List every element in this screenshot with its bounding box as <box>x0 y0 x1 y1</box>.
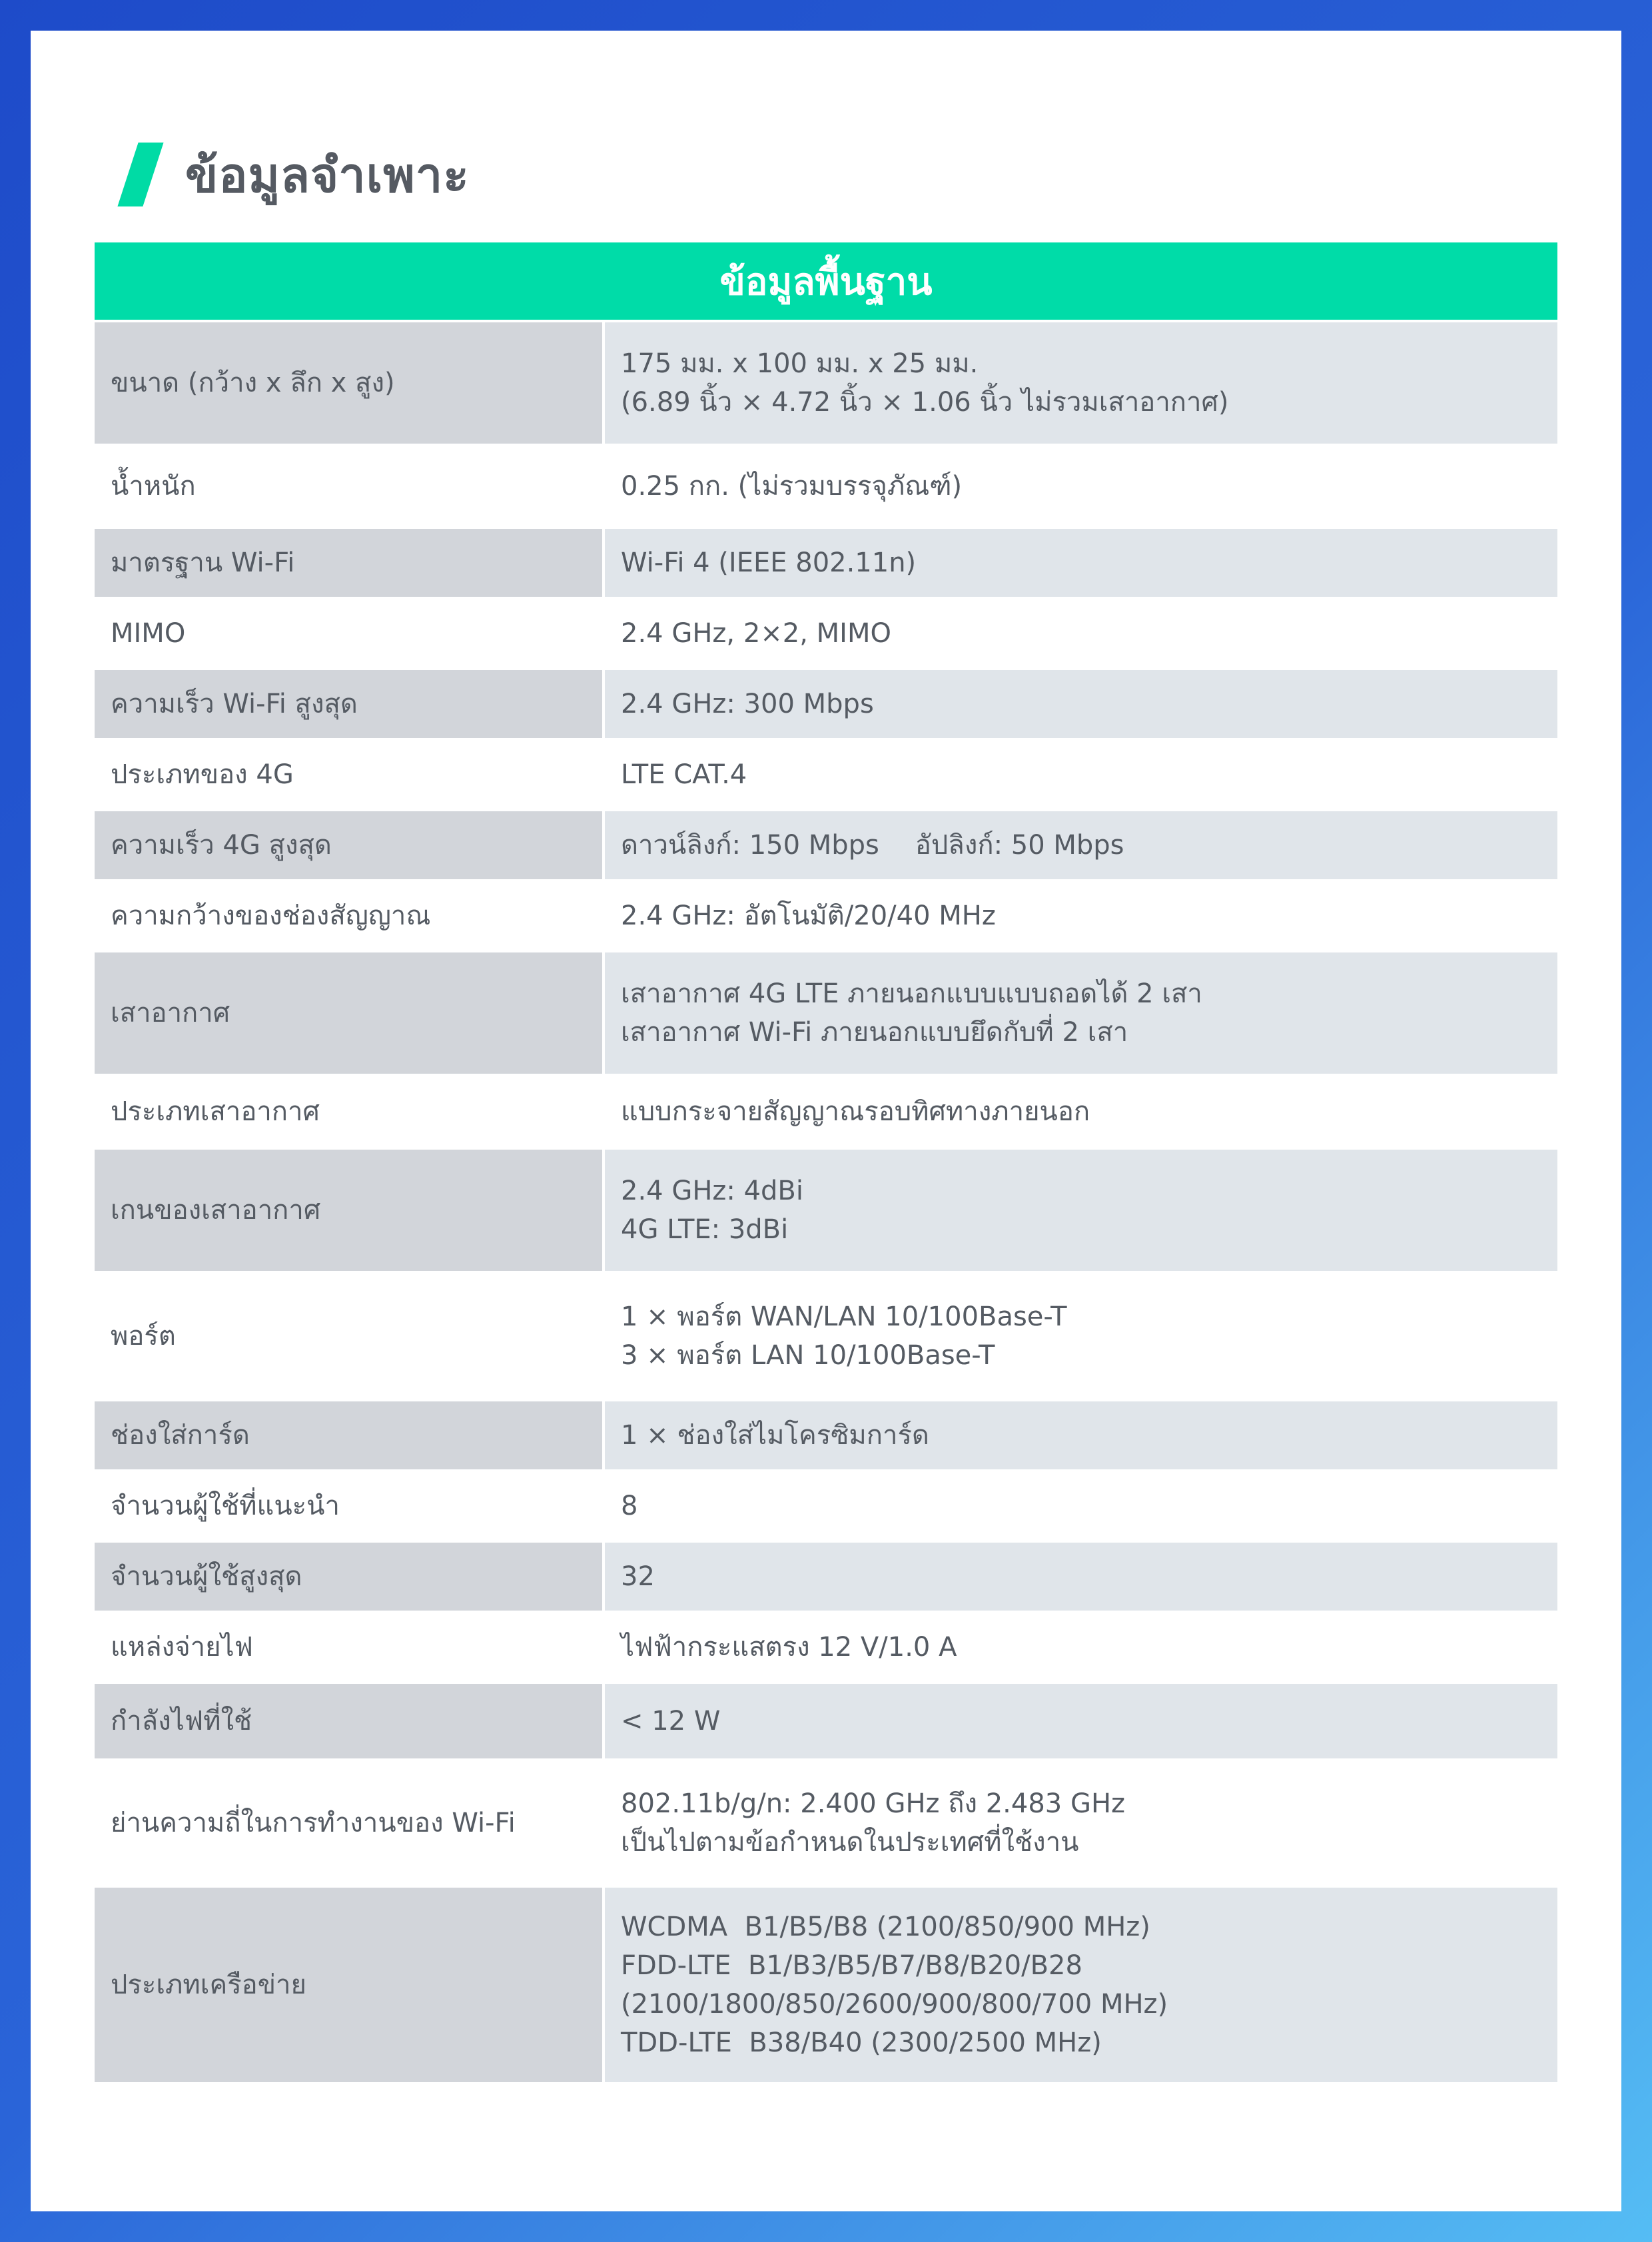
spec-label: ขนาด (กว้าง x ลึก x สูง) <box>95 322 605 446</box>
spec-value-line: (6.89 นิ้ว × 4.72 นิ้ว × 1.06 นิ้ว ไม่รวมเสาอากาศ) <box>621 387 1229 418</box>
spec-value <box>605 322 1557 446</box>
spec-label: พอร์ต <box>95 1274 605 1401</box>
spec-row-recommended-users <box>95 1472 1557 1543</box>
spec-label: ประเภทเสาอากาศ <box>95 1076 605 1150</box>
spec-value <box>605 446 1557 529</box>
spec-label: MIMO <box>95 599 605 670</box>
spec-value-line: < 12 W <box>621 1706 721 1736</box>
section-header: ข้อมูลพื้นฐาน <box>95 242 1557 322</box>
spec-value-line <box>621 826 1541 865</box>
spec-label: เกนของเสาอากาศ <box>95 1150 605 1274</box>
spec-row-max-users <box>95 1543 1557 1613</box>
spec-value-line: 3 × พอร์ต LAN 10/100Base-T <box>621 1340 995 1371</box>
spec-value <box>605 1274 1557 1401</box>
spec-label: จำนวนผู้ใช้สูงสุด <box>95 1543 605 1613</box>
spec-value-line: เป็นไปตามข้อกำหนดในประเทศที่ใช้งาน <box>621 1827 1079 1858</box>
spec-value <box>605 1543 1557 1613</box>
spec-value <box>605 529 1557 599</box>
spec-value-line: TDD-LTE B38/B40 (2300/2500 MHz) <box>621 2028 1102 2058</box>
spec-value-line: 2.4 GHz: อัตโนมัติ/20/40 MHz <box>621 901 996 931</box>
spec-row-ports <box>95 1274 1557 1401</box>
spec-value-line: เสาอากาศ Wi-Fi ภายนอกแบบยึดกับที่ 2 เสา <box>621 1017 1128 1048</box>
spec-value <box>605 741 1557 811</box>
spec-value <box>605 1684 1557 1761</box>
uplink-speed: อัปลิงก์: 50 Mbps <box>915 830 1124 861</box>
spec-row-channel-width <box>95 882 1557 952</box>
spec-value-line: Wi-Fi 4 (IEEE 802.11n) <box>621 548 917 578</box>
spec-row-wifi-speed <box>95 670 1557 741</box>
section-header-row <box>95 242 1557 322</box>
spec-row-antennas <box>95 952 1557 1076</box>
spec-row-dimensions <box>95 322 1557 446</box>
spec-row-mimo <box>95 599 1557 670</box>
spec-label: น้ำหนัก <box>95 446 605 529</box>
spec-value <box>605 952 1557 1076</box>
spec-value-line: 2.4 GHz: 4dBi <box>621 1176 803 1206</box>
spec-value-line: 0.25 กก. (ไม่รวมบรรจุภัณฑ์) <box>621 471 963 502</box>
spec-label: ช่องใส่การ์ด <box>95 1401 605 1472</box>
spec-row-weight <box>95 446 1557 529</box>
spec-row-antenna-gain <box>95 1150 1557 1274</box>
accent-slash-icon <box>117 143 163 206</box>
spec-value <box>605 882 1557 952</box>
spec-row-wifi-frequency <box>95 1761 1557 1888</box>
spec-label: ความเร็ว 4G สูงสุด <box>95 811 605 882</box>
spec-value-line: 1 × ช่องใส่ไมโครซิมการ์ด <box>621 1420 929 1451</box>
spec-value <box>605 1761 1557 1888</box>
spec-value <box>605 599 1557 670</box>
spec-value <box>605 1401 1557 1472</box>
spec-value-line: เสาอากาศ 4G LTE ภายนอกแบบแบบถอดได้ 2 เสา <box>621 978 1202 1009</box>
spec-label: เสาอากาศ <box>95 952 605 1076</box>
spec-row-card-slot <box>95 1401 1557 1472</box>
spec-value-line: 4G LTE: 3dBi <box>621 1214 789 1245</box>
spec-value <box>605 811 1557 882</box>
spec-value <box>605 1076 1557 1150</box>
spec-value-line: 2.4 GHz: 300 Mbps <box>621 689 874 719</box>
spec-value-line: LTE CAT.4 <box>621 759 747 790</box>
spec-row-4g-type <box>95 741 1557 811</box>
spec-label: ประเภทเครือข่าย <box>95 1888 605 2085</box>
spec-value-line: 8 <box>621 1491 638 1521</box>
spec-value <box>605 1150 1557 1274</box>
downlink-speed: ดาวน์ลิงก์: 150 Mbps <box>621 830 879 861</box>
spec-value <box>605 670 1557 741</box>
spec-row-power-supply <box>95 1613 1557 1684</box>
spec-value <box>605 1888 1557 2085</box>
spec-label: แหล่งจ่ายไฟ <box>95 1613 605 1684</box>
spec-value-line: 2.4 GHz, 2×2, MIMO <box>621 618 891 649</box>
page-heading <box>116 128 470 221</box>
spec-row-network-type <box>95 1888 1557 2085</box>
spec-label: กำลังไฟที่ใช้ <box>95 1684 605 1761</box>
spec-value-line: 1 × พอร์ต WAN/LAN 10/100Base-T <box>621 1302 1067 1332</box>
spec-label: ย่านความถี่ในการทำงานของ Wi-Fi <box>95 1761 605 1888</box>
spec-table <box>95 242 1557 2085</box>
spec-value-line: 32 <box>621 1561 655 1592</box>
spec-row-power-consumption <box>95 1684 1557 1761</box>
spec-value-line: FDD-LTE B1/B3/B5/B7/B8/B20/B28 (2100/1800/850/2600/900/800/700 MHz) <box>621 1950 1168 2020</box>
spec-value-line: ไฟฟ้ากระแสตรง 12 V/1.0 A <box>621 1632 957 1663</box>
spec-label: ประเภทของ 4G <box>95 741 605 811</box>
spec-row-antenna-type <box>95 1076 1557 1150</box>
spec-value-line: WCDMA B1/B5/B8 (2100/850/900 MHz) <box>621 1912 1150 1942</box>
page-title: ข้อมูลจำเพาะ <box>185 147 470 203</box>
spec-label: มาตรฐาน Wi-Fi <box>95 529 605 599</box>
spec-value-line: 175 มม. x 100 มม. x 25 มม. <box>621 348 979 379</box>
spec-label: ความกว้างของช่องสัญญาณ <box>95 882 605 952</box>
spec-label: จำนวนผู้ใช้ที่แนะนำ <box>95 1472 605 1543</box>
spec-sheet-page <box>31 31 1621 2211</box>
spec-value-line: 802.11b/g/n: 2.400 GHz ถึง 2.483 GHz <box>621 1788 1126 1819</box>
spec-row-4g-speed <box>95 811 1557 882</box>
spec-label: ความเร็ว Wi-Fi สูงสุด <box>95 670 605 741</box>
spec-value-line: แบบกระจายสัญญาณรอบทิศทางภายนอก <box>621 1096 1090 1127</box>
spec-value <box>605 1472 1557 1543</box>
spec-value <box>605 1613 1557 1684</box>
spec-row-wifi-standard <box>95 529 1557 599</box>
